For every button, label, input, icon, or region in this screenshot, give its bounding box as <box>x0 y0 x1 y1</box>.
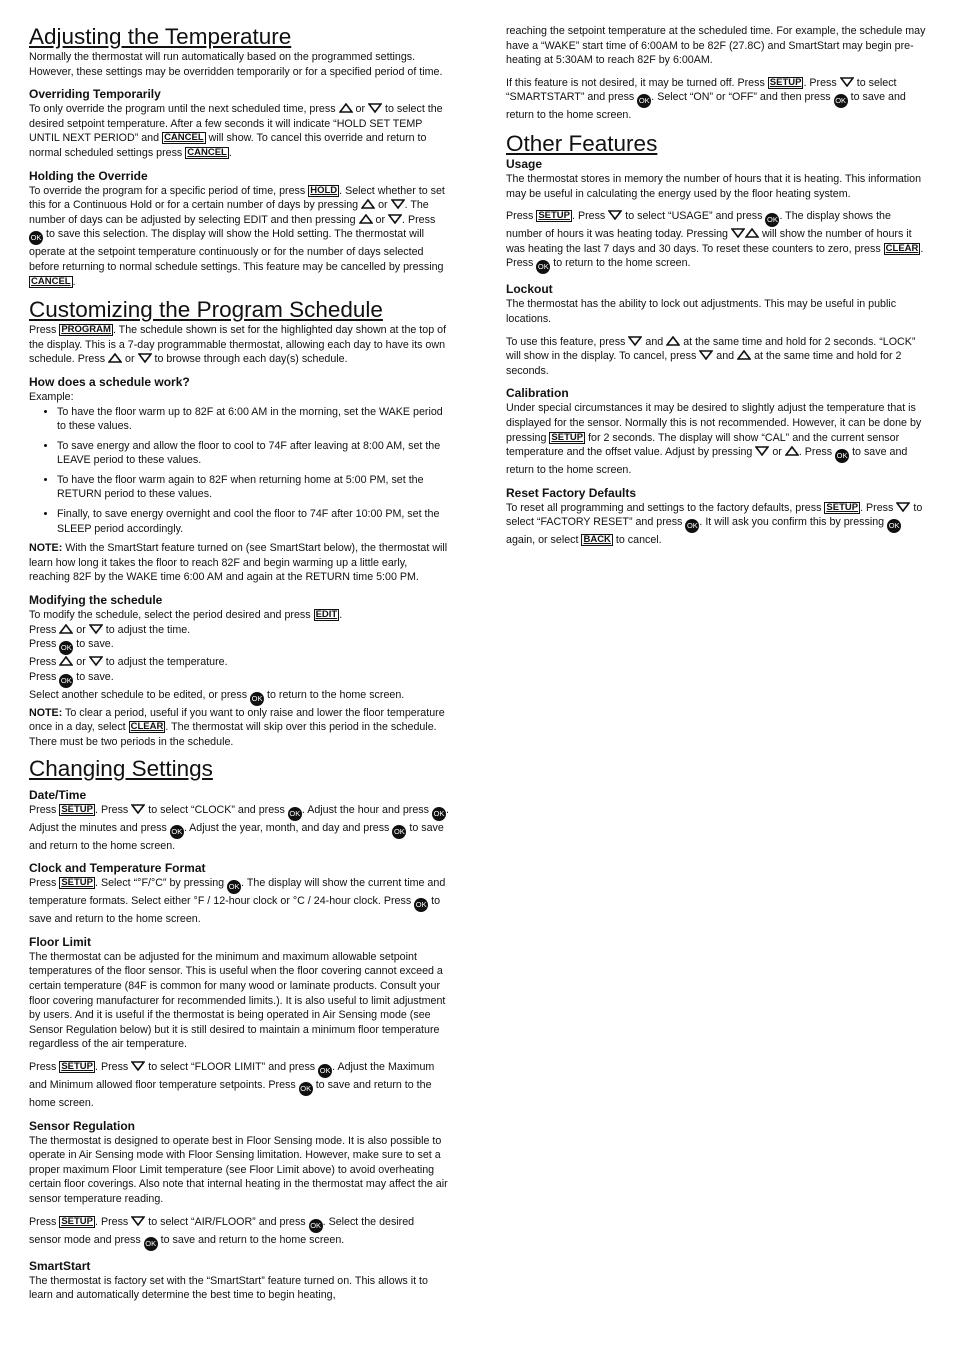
setup-button-icon: SETUP <box>61 877 93 889</box>
heading-floor-limit: Floor Limit <box>29 934 91 949</box>
up-arrow-icon <box>59 624 73 634</box>
ok-button-icon: OK <box>59 641 73 655</box>
paragraph-date: Press SETUP . Press to select “CLOCK” and press OK . Adjust the hour and press OK . Adjust the minutes and press OK . Adjust the year, month, and day and press OK to save and return to the home screen. <box>29 803 449 852</box>
paragraph-program: Press PROGRAM . The schedule shown is set for the highlighted day shown at the top of the display. This is a 7-day programmable thermostat, allowing each day to have its own schedule. Press or to browse through each day(s) schedule. <box>29 324 447 366</box>
ok-button-icon: OK <box>309 1219 323 1233</box>
down-arrow-icon <box>368 103 382 113</box>
down-arrow-icon <box>896 502 910 512</box>
list-item: • To save energy and allow the floor to cool to 74F after leaving at 8:00 AM, set the LEAVE period to these values. <box>57 439 449 468</box>
list-item: • To have the floor warm up to 82F at 6:00 AM in the morning, set the WAKE period to these values. <box>57 405 449 434</box>
up-arrow-icon <box>359 214 373 224</box>
down-arrow-icon <box>131 1061 145 1071</box>
section-title-adjusting: Adjusting the Temperature <box>29 24 292 49</box>
left-column <box>29 24 449 1303</box>
ok-button-icon: OK <box>536 260 550 274</box>
down-arrow-icon <box>131 1216 145 1226</box>
down-arrow-icon <box>89 624 103 634</box>
ok-button-icon: OK <box>765 213 779 227</box>
list-item: • To have the floor warm again to 82F when returning home at 5:00 PM, set the RETURN period to these values. <box>57 473 449 502</box>
heading-calibration: Calibration <box>506 386 569 401</box>
down-arrow-icon <box>731 228 745 238</box>
setup-button-icon: SETUP <box>61 1215 93 1227</box>
heading-format: Clock and Temperature Format <box>29 861 206 876</box>
ok-button-icon: OK <box>392 825 406 839</box>
paragraph-sensor-steps: Press SETUP . Press to select “AIR/FLOOR” and press OK . Select the desired sensor mode and press OK to save and return to the home screen. <box>29 1215 449 1251</box>
up-arrow-icon <box>666 336 680 346</box>
paragraph-usage: The thermostat stores in memory the number of hours that it is heating. This information may be useful in calculating the energy used by the floor heating system. <box>506 172 922 200</box>
heading-overriding: Overriding Temporarily <box>29 87 161 102</box>
up-arrow-icon <box>737 350 751 360</box>
program-button-icon: PROGRAM <box>61 324 111 336</box>
heading-date-time: Date/Time <box>29 787 87 802</box>
paragraph-sensor: The thermostat is designed to operate best in Floor Sensing mode. It is also possible to operate in Air Sensing mode with Floor Sensing limitation. However, make sure to set a proper maximum Floor Limit temperature (see Floor Limit above) to avoid overheating certain floor coverings. Also note that internal heating in the thermostat may affect the air sensor temperature reading. <box>29 1134 448 1205</box>
paragraph: Normally the thermostat will run automatically based on the programmed settings. However, these settings may be overridden temporarily or for a specified period of time. <box>29 51 443 78</box>
ok-button-icon: OK <box>685 519 699 533</box>
section-title-other: Other Features <box>506 130 658 156</box>
paragraph-floor-steps: Press SETUP . Press to select “FLOOR LIMIT” and press OK . Adjust the Maximum and Minimum allowed floor temperature setpoints. Press OK to save and return to the home screen. <box>29 1060 435 1109</box>
ok-button-icon: OK <box>637 94 651 108</box>
section-title-changing: Changing Settings <box>29 755 213 781</box>
ok-button-icon: OK <box>288 807 302 821</box>
up-arrow-icon <box>59 656 73 666</box>
setup-button-icon: SETUP <box>61 1060 93 1072</box>
section-title-customizing: Customizing the Program Schedule <box>29 297 383 323</box>
note-smartstart: NOTE: With the SmartStart feature turned on (see SmartStart below), the thermostat will learn how long it takes the floor to reach 82F and begin warming up a little early, reaching 82F by the WAKE time 6:00 AM and again at the RETURN time 5:00 PM. <box>29 542 448 584</box>
setup-button-icon: SETUP <box>769 76 802 88</box>
hold-button-icon: HOLD <box>310 184 338 196</box>
ok-button-icon: OK <box>250 692 264 706</box>
heading-usage: Usage <box>506 156 543 171</box>
cancel-button-icon: CANCEL <box>187 146 227 158</box>
ok-button-icon: OK <box>227 880 241 894</box>
example-list <box>29 405 449 537</box>
down-arrow-icon <box>755 446 769 456</box>
paragraph-usage-steps: Press SETUP . Press to select “USAGE” and press OK . The display shows the number of hours it was heating today. Pressing will show the number of hours it was heating the last 7 days and 30 days. To reset these counters to zero, press CLEAR . Press OK to return to the home screen. <box>506 209 926 274</box>
ok-button-icon: OK <box>170 825 184 839</box>
down-arrow-icon <box>840 77 854 87</box>
heading-how-schedule: How does a schedule work? <box>29 374 190 389</box>
setup-button-icon: SETUP <box>826 501 859 513</box>
heading-reset: Reset Factory Defaults <box>506 485 637 500</box>
example-label: Example: <box>29 390 74 403</box>
ok-button-icon: OK <box>835 449 849 463</box>
ok-button-icon: OK <box>414 898 428 912</box>
list-item: • Finally, to save energy overnight and cool the floor to 74F after 10:00 PM, set the SLEEP period accordingly. <box>57 507 449 536</box>
up-arrow-icon <box>108 353 122 363</box>
down-arrow-icon <box>608 210 622 220</box>
setup-button-icon: SETUP <box>538 210 570 222</box>
back-button-icon: BACK <box>583 534 611 546</box>
down-arrow-icon <box>89 656 103 666</box>
up-arrow-icon <box>339 103 353 113</box>
down-arrow-icon <box>699 350 713 360</box>
paragraph-override: To only override the program until the next scheduled time, press or to select the desired setpoint temperature. After a few seconds it will indicate “HOLD SET TEMP UNTIL NEXT PERIOD” and CANCEL will show. To cancel this override and return to normal scheduled settings press CANCEL . <box>29 103 443 159</box>
up-arrow-icon <box>745 228 759 238</box>
paragraph-lockout-steps: To use this feature, press and at the same time and hold for 2 seconds. “LOCK” will show in the display. To cancel, press and at the same time and hold for 2 seconds. <box>506 335 916 377</box>
setup-button-icon: SETUP <box>61 803 93 815</box>
paragraph-reset: To reset all programming and settings to the factory defaults, press SETUP . Press to select “FACTORY RESET” and press OK . It will ask you confirm this by pressing OK again, or select BACK to cancel. <box>506 501 923 547</box>
ok-button-icon: OK <box>29 231 43 245</box>
heading-sensor-regulation: Sensor Regulation <box>29 1118 136 1133</box>
paragraph-smartstart: The thermostat is factory set with the “SmartStart” feature turned on. This allows it to learn and automatically determine the best time to begin heating, <box>29 1274 428 1302</box>
down-arrow-icon <box>628 336 642 346</box>
paragraph-hold: To override the program for a specific period of time, press HOLD . Select whether to set this for a Continuous Hold or for a certain number of days by pressing or . The number of days can be adjusted by selecting EDIT and then pressing or . Press OK to save this selection. The display will show the Hold setting. The thermostat will operate at the setpoint temperature continuously or for the number of days selected before returning to normal schedule settings. This feature may be cancelled by pressing CANCEL . <box>29 184 445 288</box>
ok-button-icon: OK <box>144 1237 158 1251</box>
paragraph-smartstart-cont: reaching the setpoint temperature at the scheduled time. For example, the schedule may have a “WAKE” start time of 6:00AM to be 82F (27.8C) and SmartStart may begin pre-heating at 5:30AM to reach 82F by 6:00AM. <box>506 25 926 67</box>
ok-button-icon: OK <box>887 519 901 533</box>
edit-button-icon: EDIT <box>315 609 338 621</box>
heading-modifying: Modifying the schedule <box>29 593 163 608</box>
cancel-button-icon: CANCEL <box>164 132 204 144</box>
down-arrow-icon <box>388 214 402 224</box>
up-arrow-icon <box>785 446 799 456</box>
right-column <box>506 24 926 548</box>
heading-lockout: Lockout <box>506 282 553 297</box>
down-arrow-icon <box>391 199 405 209</box>
paragraph-lockout: The thermostat has the ability to lock out adjustments. This may be useful in public locations. <box>506 298 897 325</box>
paragraph-floor-limit: The thermostat can be adjusted for the minimum and maximum allowable setpoint temperatures of the floor sensor. This is useful when the floor covering cannot exceed a certain temperature (84F is common for many wood or laminate products. Consult your floor covering manufacturer for recommended limits.). It is also useful to limit adjustment by users. And it is useful if the thermostat is being operated in Air Sensing mode (see Sensor Regulation below) but it is still desired to maintain a minimum floor temperature regardless of the air temperature. <box>29 950 446 1051</box>
heading-holding: Holding the Override <box>29 168 148 183</box>
clear-button-icon: CLEAR <box>885 242 919 254</box>
ok-button-icon: OK <box>299 1082 313 1096</box>
ok-button-icon: OK <box>834 94 848 108</box>
paragraph-smartstart-steps: If this feature is not desired, it may be turned off. Press SETUP . Press to select “SMARTSTART” and press OK . Select “ON” or “OFF” and then press OK to save and return to the home screen. <box>506 76 906 122</box>
down-arrow-icon <box>138 353 152 363</box>
paragraph-modify: To modify the schedule, select the period desired and press EDIT . Press or to adjust the time. Press OK to save. Press or to adjust the temperature. Press OK to save. Select another schedule to be edited, or press OK to return to the home screen. NOTE: To clear a period, useful if you want to only raise and lower the floor temperature once in a day, select CLEAR . The thermostat will skip over this period in the schedule. There must be two periods in the schedule. <box>29 609 445 748</box>
heading-smartstart: SmartStart <box>29 1258 91 1273</box>
clear-button-icon: CLEAR <box>130 721 164 733</box>
up-arrow-icon <box>361 199 375 209</box>
ok-button-icon: OK <box>59 674 73 688</box>
cancel-button-icon: CANCEL <box>31 275 71 287</box>
setup-button-icon: SETUP <box>551 431 584 443</box>
paragraph-calibration: Under special circumstances it may be desired to slightly adjust the temperature that is displayed for the sensor. Normally this is not recommended. However, it can be done by pressing SETUP for 2 seconds. The display will show “CAL” and the current sensor temperature and the offset value. Adjust by pressing or . Press OK to save and return to the home screen. <box>506 402 922 477</box>
ok-button-icon: OK <box>318 1064 332 1078</box>
down-arrow-icon <box>131 804 145 814</box>
paragraph-format: Press SETUP . Select “°F/°C” by pressing OK . The display will show the current time and temperature formats. Select either °F / 12-hour clock or °C / 24-hour clock. Press OK to save and return to the home screen. <box>29 877 446 926</box>
ok-button-icon: OK <box>432 807 446 821</box>
